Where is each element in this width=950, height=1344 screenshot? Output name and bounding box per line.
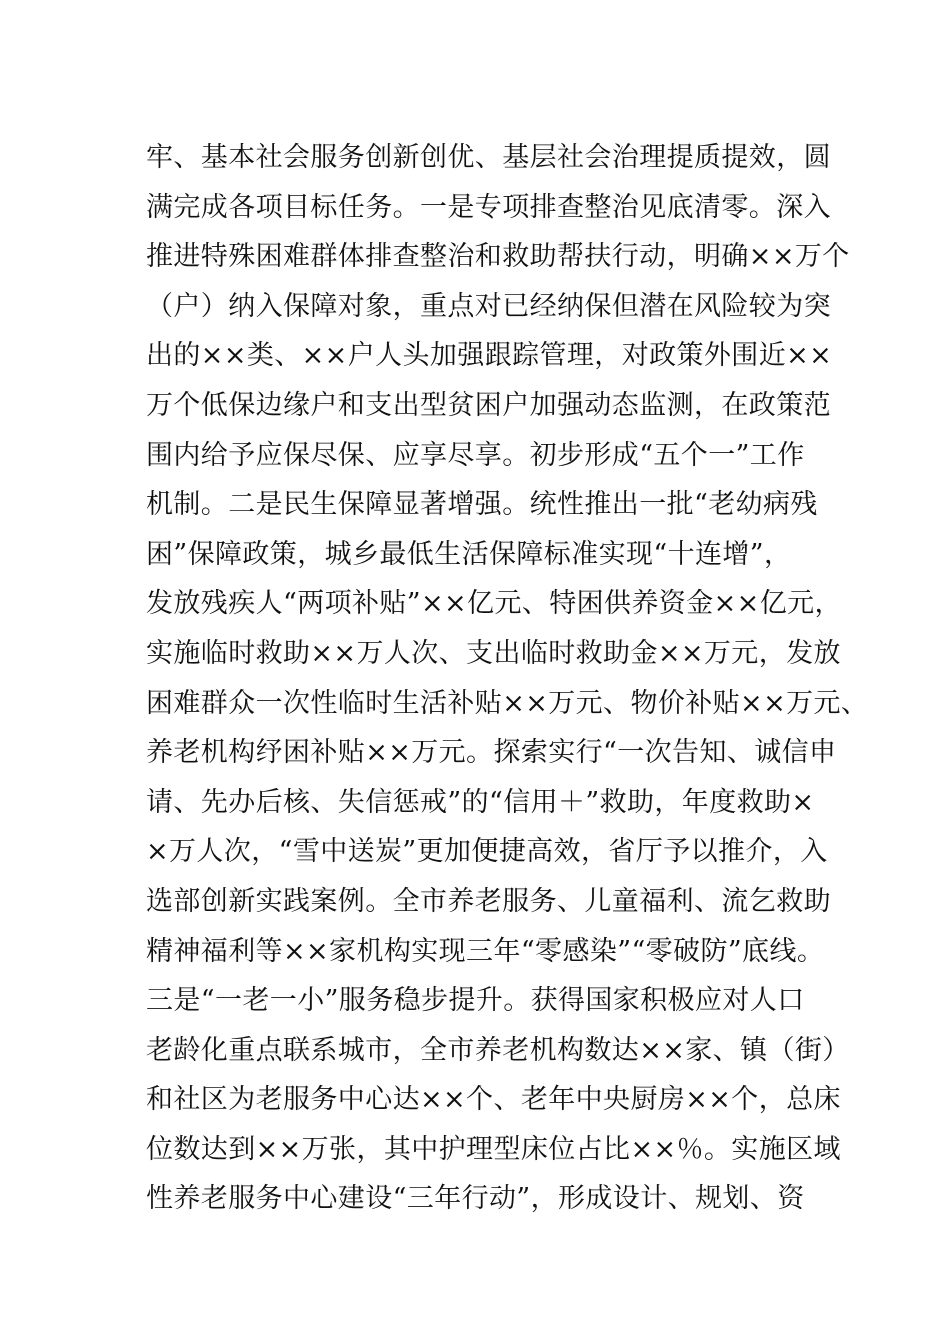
text-line: 困难群众一次性临时生活补贴××万元、物价补贴××万元、 xyxy=(146,687,869,719)
text-line: 万个低保边缘户和支出型贫困户加强动态监测，在政策范 xyxy=(146,389,831,421)
text-line: 选部创新实践案例。全市养老服务、儿童福利、流乞救助 xyxy=(146,885,831,917)
text-line: （户）纳入保障对象，重点对已经纳保但潜在风险较为突 xyxy=(146,290,831,322)
text-line: 和社区为老服务中心达××个、老年中央厨房××个，总床 xyxy=(146,1084,841,1116)
text-line: 养老机构纾困补贴××万元。探索实行“一次告知、诚信申 xyxy=(146,737,837,769)
text-line: 老龄化重点联系城市，全市养老机构数达××家、镇（街） xyxy=(146,1034,850,1066)
text-line: 性养老服务中心建设“三年行动”，形成设计、规划、资 xyxy=(146,1183,805,1215)
body-text xyxy=(146,133,869,1224)
text-line: 机制。二是民生保障显著增强。统性推出一批“老幼病残 xyxy=(146,489,818,521)
text-line: 推进特殊困难群体排查整治和救助帮扶行动，明确××万个 xyxy=(146,241,850,273)
text-line: 请、先办后核、失信惩戒”的“信用＋”救助，年度救助× xyxy=(146,786,815,818)
text-line: 发放残疾人“两项补贴”××亿元、特困供养资金××亿元， xyxy=(146,588,842,620)
text-line: 围内给予应保尽保、应享尽享。初步形成“五个一”工作 xyxy=(146,439,805,471)
text-line: ×万人次，“雪中送炭”更加便捷高效，省厅予以推介，入 xyxy=(146,836,828,868)
text-line: 三是“一老一小”服务稳步提升。获得国家积极应对人口 xyxy=(146,985,805,1017)
text-line: 牢、基本社会服务创新创优、基层社会治理提质提效，圆 xyxy=(146,142,831,173)
text-line: 满完成各项目标任务。一是专项排查整治见底清零。深入 xyxy=(146,191,831,223)
text-line: 精神福利等××家机构实现三年“零感染”“零破防”底线。 xyxy=(146,935,825,967)
text-line: 实施临时救助××万人次、支出临时救助金××万元，发放 xyxy=(146,637,841,669)
text-line: 困”保障政策，城乡最低生活保障标准实现“十连增”， xyxy=(146,538,792,570)
text-line: 位数达到××万张，其中护理型床位占比××％。实施区域 xyxy=(146,1133,841,1165)
text-line: 出的××类、××户人头加强跟踪管理，对政策外围近×× xyxy=(146,340,833,372)
